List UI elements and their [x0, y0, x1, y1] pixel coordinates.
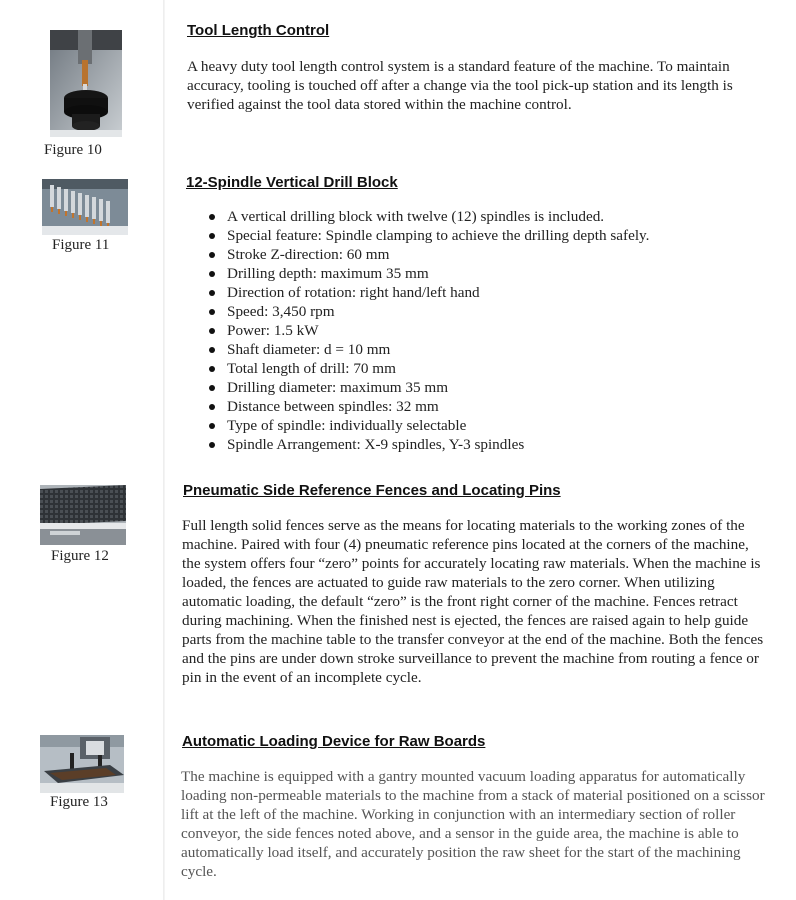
figure-12-photo: [40, 485, 126, 545]
figure-11-caption: Figure 11: [52, 237, 110, 253]
spec-item: Drilling depth: maximum 35 mm: [207, 264, 747, 283]
figure-11: [40, 178, 160, 258]
figure-13: [38, 734, 158, 824]
figure-11-photo: [42, 179, 128, 235]
section-body-fences: Full length solid fences serve as the means for locating materials to the working zones of the machine. Paired with four (4) pneumatic reference pins located at the corners of the machine, the system offers four “zero” points for accurately locating raw materials. When the machine is loaded, the fences are actuated to guide raw materials to the zero corner. When utilizing automatic loading, the default “zero” is the front right corner of the machine. Fences retract during machining. When the finished nest is ejected, the fences are raised again to help guide parts from the machine table to the transfer conveyor at the end of the machine. Both the fences and the pins are under down stroke surveillance to prevent the machine from routing a fence or pin in the event of an incomplete cycle.: [182, 517, 764, 686]
section-heading-drill-block: 12-Spindle Vertical Drill Block: [186, 174, 398, 191]
spec-item: Shaft diameter: d = 10 mm: [207, 340, 747, 359]
spec-item: Distance between spindles: 32 mm: [207, 397, 747, 416]
spec-item: Spindle Arrangement: X-9 spindles, Y-3 spindles: [207, 435, 747, 454]
figure-13-photo: [40, 735, 124, 793]
figure-12: [38, 484, 158, 574]
spec-item: A vertical drilling block with twelve (12) spindles is included.: [207, 207, 747, 226]
section-heading-tool-length: Tool Length Control: [187, 22, 330, 39]
figure-10-caption: Figure 10: [44, 142, 102, 158]
section-heading-loading: Automatic Loading Device for Raw Boards: [182, 733, 486, 750]
spec-item: Drilling diameter: maximum 35 mm: [207, 378, 747, 397]
spec-item: Type of spindle: individually selectable: [207, 416, 747, 435]
section-heading-fences: Pneumatic Side Reference Fences and Locating Pins: [183, 482, 561, 499]
section-body-tool-length: A heavy duty tool length control system is a standard feature of the machine. To maintain accuracy, tooling is touched off after a change via the tool pick-up station and its length is verified against the tool data stored within the machine control.: [187, 58, 733, 113]
section-body-loading: The machine is equipped with a gantry mounted vacuum loading apparatus for automatically loading non-permeable materials to the machine from a stack of material positioned on a scissor lift at the left of the machine. Working in conjunction with an intermediary section of roller conveyor, the side fences noted above, and a sensor in the guide area, the machine is able to automatically load itself, and accurately position the raw sheet for the start of the machining cycle.: [181, 768, 765, 880]
figure-10: [40, 28, 160, 163]
figure-12-caption: Figure 12: [51, 548, 109, 564]
figure-10-photo: [50, 30, 122, 137]
drill-block-spec-list: [207, 207, 747, 454]
spec-item: Speed: 3,450 rpm: [207, 302, 747, 321]
fence-table-image: [40, 485, 126, 545]
figure-13-caption: Figure 13: [50, 794, 108, 810]
spec-item: Special feature: Spindle clamping to achieve the drilling depth safely.: [207, 226, 747, 245]
spec-item: Direction of rotation: right hand/left hand: [207, 283, 747, 302]
drill-block-image: [42, 179, 128, 235]
spec-item: Stroke Z-direction: 60 mm: [207, 245, 747, 264]
spec-item: Power: 1.5 kW: [207, 321, 747, 340]
tool-setter-image: [50, 30, 122, 137]
spec-item: Total length of drill: 70 mm: [207, 359, 747, 378]
column-divider: [163, 0, 165, 900]
loading-device-image: [40, 735, 124, 793]
